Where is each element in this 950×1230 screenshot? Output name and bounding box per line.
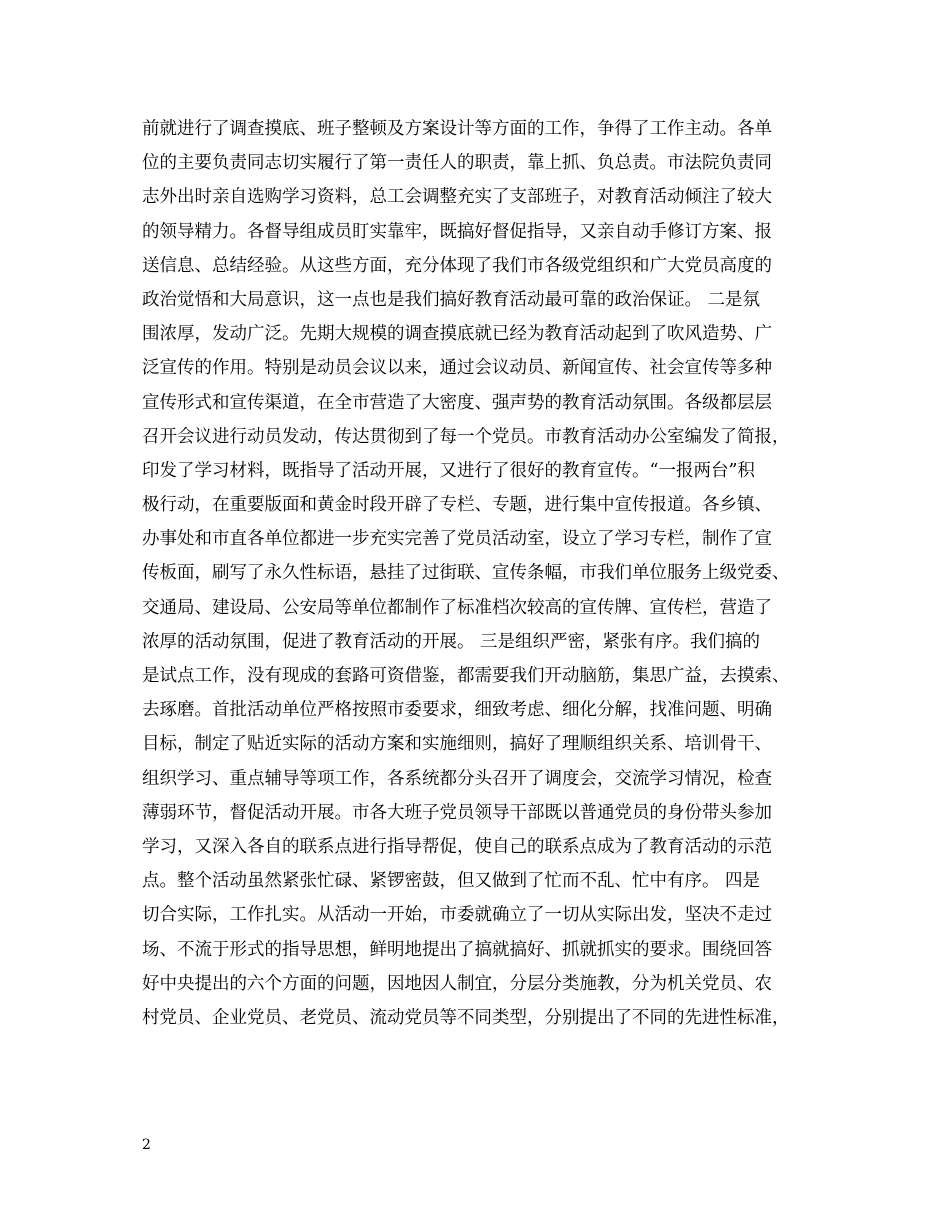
text-line: 政治觉悟和大局意识，这一点也是我们搞好教育活动最可靠的政治保证。 二是氛 [142, 289, 761, 310]
text-line: 送信息、总结经验。从这些方面，充分体现了我们市各级党组织和广大党员高度的 [142, 255, 772, 276]
text-line: 召开会议进行动员发动，传达贯彻到了每一个党员。市教育活动办公室编发了简报， [142, 426, 790, 447]
text-line: 浓厚的活动氛围，促进了教育活动的开展。 三是组织严密，紧张有序。我们搞的 [142, 631, 761, 652]
text-line: 点。整个活动虽然紧张忙碌、紧锣密鼓，但又做到了忙而不乱、忙中有序。 四是 [142, 871, 761, 892]
text-line: 薄弱环节，督促活动开展。市各大班子党员领导干部既以普通党员的身份带头参加 [142, 802, 772, 823]
text-line: 印发了学习材料，既指导了活动开展，又进行了很好的教育宣传。“一报两台”积 [142, 460, 755, 481]
text-line: 去琢磨。首批活动单位严格按照市委要求，细致考虑、细化分解，找准问题、明确 [142, 700, 772, 721]
text-line: 组织学习、重点辅导等项工作，各系统都分头召开了调度会，交流学习情况，检查 [142, 768, 772, 789]
text-line: 交通局、建设局、公安局等单位都制作了标准档次较高的宣传牌、宣传栏，营造了 [142, 597, 772, 618]
page-number: 2 [142, 1137, 151, 1153]
text-line: 志外出时亲自选购学习资料，总工会调整充实了支部班子，对教育活动倾注了较大 [142, 187, 772, 208]
text-line: 场、不流于形式的指导思想，鲜明地提出了搞就搞好、抓就抓实的要求。围绕回答 [142, 939, 772, 960]
text-line: 的领导精力。各督导组成员盯实靠牢，既搞好督促指导，又亲自动手修订方案、报 [142, 221, 772, 242]
body-text [142, 112, 842, 1035]
text-line: 好中央提出的六个方面的问题，因地因人制宜，分层分类施教，分为机关党员、农 [142, 973, 772, 994]
text-line: 办事处和市直各单位都进一步充实完善了党员活动室，设立了学习专栏，制作了宣 [142, 529, 772, 550]
text-line: 前就进行了调查摸底、班子整顿及方案设计等方面的工作，争得了工作主动。各单 [142, 119, 772, 139]
text-line: 学习，又深入各自的联系点进行指导帮促，使自己的联系点成为了教育活动的示范 [142, 836, 772, 857]
text-line: 位的主要负责同志切实履行了第一责任人的职责，靠上抓、负总责。市法院负责同 [142, 153, 772, 174]
text-line: 极行动，在重要版面和黄金时段开辟了专栏、专题，进行集中宣传报道。各乡镇、 [142, 495, 772, 516]
text-line: 围浓厚，发动广泛。先期大规模的调查摸底就已经为教育活动起到了吹风造势、广 [142, 324, 772, 345]
text-line: 切合实际，工作扎实。从活动一开始，市委就确立了一切从实际出发，坚决不走过 [142, 905, 772, 926]
text-line: 传板面，刷写了永久性标语，悬挂了过街联、宣传条幅，市我们单位服务上级党委、 [142, 563, 790, 584]
text-line: 宣传形式和宣传渠道，在全市营造了大密度、强声势的教育活动氛围。各级都层层 [142, 392, 772, 413]
text-line: 泛宣传的作用。特别是动员会议以来，通过会议动员、新闻宣传、社会宣传等多种 [142, 358, 772, 379]
text-line: 是试点工作，没有现成的套路可资借鉴，都需要我们开动脑筋，集思广益，去摸索、 [142, 666, 790, 686]
text-line: 目标，制定了贴近实际的活动方案和实施细则，搞好了理顺组织关系、培训骨干、 [142, 734, 772, 755]
text-line: 村党员、企业党员、老党员、流动党员等不同类型，分别提出了不同的先进性标准， [142, 1007, 790, 1028]
